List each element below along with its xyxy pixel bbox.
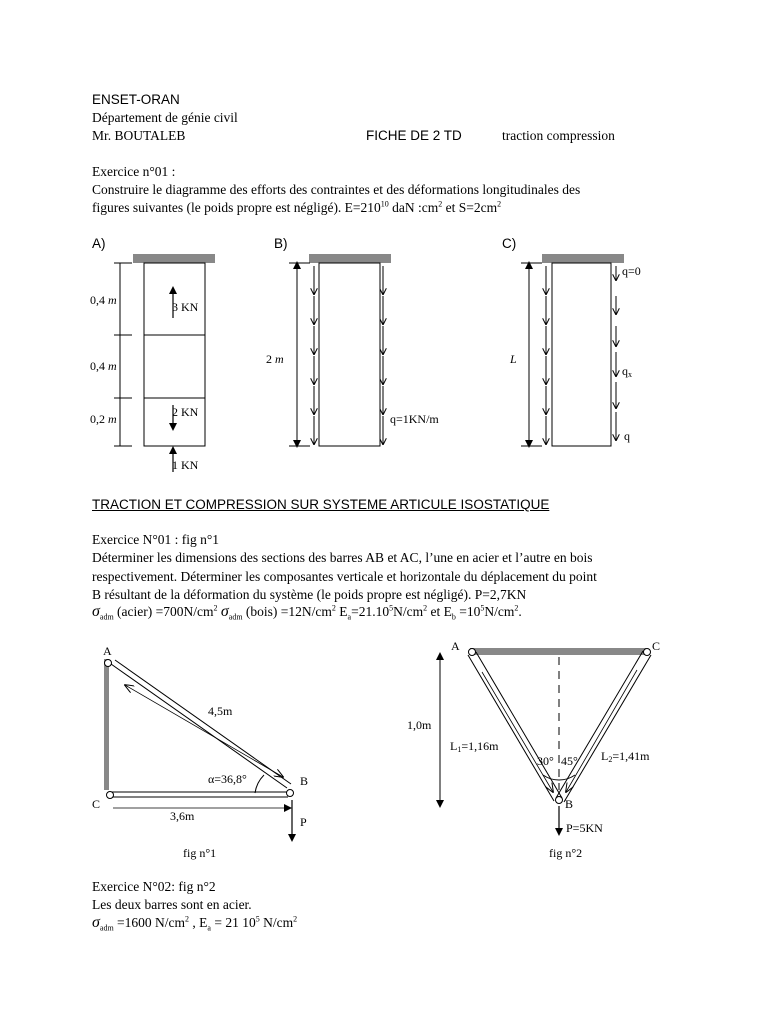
exercise-1-line-1: Construire le diagramme des efforts des contraintes et des déformations longitudinales des [92, 182, 581, 197]
q-max: q [624, 429, 630, 443]
exercise-1-line-2: figures suivantes (le poids propre est négligé). $E=210^{10}$ daN $:cm^2$ et $S=2cm^2$ [92, 199, 502, 215]
joint-a2 [469, 649, 476, 656]
ceiling-support [470, 648, 646, 655]
figure-a-label: A) [92, 236, 106, 251]
label-c2: C [652, 639, 661, 653]
load-1kn: 1 KN [172, 458, 199, 472]
joint-c [107, 792, 114, 799]
wall-support [104, 659, 109, 790]
label-c: C [92, 797, 101, 811]
length-ab: 4,5m [208, 704, 233, 718]
dim-a3: 0,2 m [90, 412, 117, 426]
department-name: Département de génie civil [92, 110, 238, 125]
exercise-2-title: Exercice N°01 : fig n°1 [92, 532, 220, 547]
angle-45: 45° [561, 754, 578, 768]
length-l2: L2=1,41m [601, 749, 650, 764]
load-q-b: q=1KN/m [390, 412, 439, 426]
teacher-name: Mr. BOUTALEB [92, 128, 186, 143]
section-title: TRACTION ET COMPRESSION SUR SYSTEME ARTICULE ISOSTATIQUE [92, 497, 550, 512]
figure-1 [92, 644, 308, 860]
height-label: 1,0m [407, 718, 432, 732]
figure-b-label: B) [274, 236, 288, 251]
q-zero: q=0 [622, 264, 641, 278]
figure-2 [407, 639, 660, 860]
sheet-title: FICHE DE 2 TD [366, 128, 462, 143]
exercise-2-line-1: Déterminer les dimensions des sections des barres AB et AC, l’une en acier et l’autre en bois [92, 550, 593, 565]
figure-c-label: C) [502, 236, 517, 251]
label-a2: A [451, 639, 460, 653]
length-c: L [510, 352, 517, 366]
label-b: B [300, 774, 309, 788]
load-p2-label: P=5KN [566, 821, 603, 835]
angle-30: 30° [537, 754, 554, 768]
label-b2: B [565, 797, 574, 811]
dim-a2: 0,4 m [90, 359, 117, 373]
exercise-3-properties: $\sigma_{adm} =1600$ $N/cm^2$ , $E_a = 21$ $10^5$ $N/cm^2$ [92, 914, 298, 933]
joint-b [287, 790, 294, 797]
q-x: qx [622, 364, 632, 379]
label-a: A [103, 644, 112, 658]
exercise-2-line-2: respectivement. Déterminer les composantes verticale et horizontale du déplacement du point [92, 569, 597, 584]
sheet-topic: traction compression [502, 128, 615, 143]
exercise-2-properties: $\sigma_{adm}$ (acier) $=700N/cm^2$ $\sigma_{adm}$ (bois) $=12N/cm^2$ $E_a=21.10^5N/cm^2$ et $E_b =10^5N/cm^2$. [92, 603, 522, 622]
caption-fig2: fig n°2 [549, 846, 583, 860]
length-cb: 3,6m [170, 809, 195, 823]
joint-c2 [644, 649, 651, 656]
label-p: P [300, 815, 307, 829]
caption-fig1: fig n°1 [183, 846, 217, 860]
joint-a [105, 660, 112, 667]
exercise-3-title: Exercice N°02: fig n°2 [92, 879, 216, 894]
exercise-3-line-1: Les deux barres sont en acier. [92, 897, 252, 912]
school-name: ENSET-ORAN [92, 92, 180, 107]
load-2kn: 2 KN [172, 405, 199, 419]
exercise-2-line-3: B résultant de la déformation du système (le poids propre est négligé). P=2,7KN [92, 587, 527, 602]
length-b: 2 m [266, 352, 284, 366]
exercise-1-title: Exercice n°01 : [92, 164, 176, 179]
load-3kn: 3 KN [172, 300, 199, 314]
length-l1: L1=1,16m [450, 739, 499, 754]
angle-alpha: α=36,8° [208, 772, 247, 786]
dim-a1: 0,4 m [90, 293, 117, 307]
